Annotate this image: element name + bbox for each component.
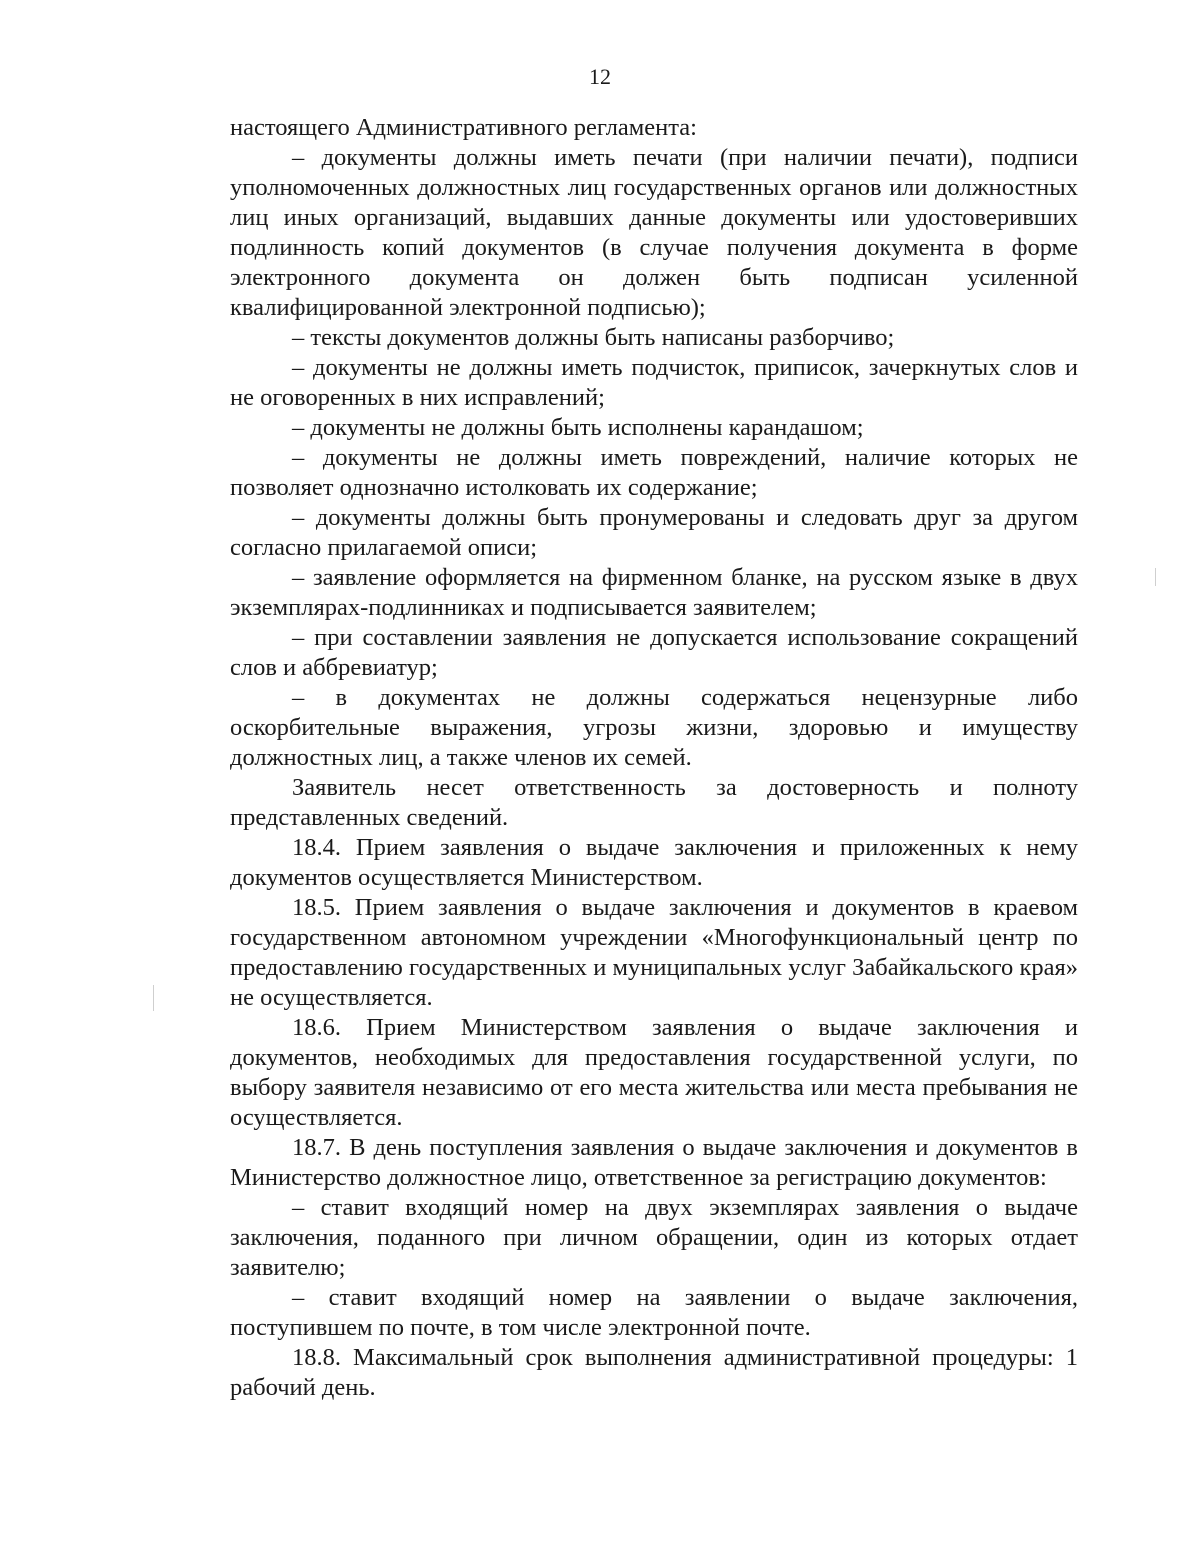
paragraph-applicant-responsibility: Заявитель несет ответственность за достоверность и полноту представленных сведений. (230, 774, 1078, 831)
paragraph-18-6: 18.6. Прием Министерством заявления о выдаче заключения и документов, необходимых для предоставления государственной услуги, по выбору заявителя независимо от его места жительства или места пребывания не осуществляется. (230, 1014, 1078, 1131)
paragraph-18-8: 18.8. Максимальный срок выполнения административной процедуры: 1 рабочий день. (230, 1344, 1078, 1401)
document-body (230, 113, 1078, 1403)
list-item-numbered: – документы должны быть пронумерованы и следовать друг за другом согласно прилагаемой описи; (230, 504, 1078, 561)
page-number: 12 (589, 64, 611, 89)
paragraph-18-5: 18.5. Прием заявления о выдаче заключения и документов в краевом государственном автономном учреждении «Многофункциональный центр по предоставлению государственных и муниципальных услуг Забайкальского края» не осуществляется. (230, 894, 1078, 1011)
list-item-personal-submission: – ставит входящий номер на двух экземплярах заявления о выдаче заключения, поданного при личном обращении, один из которых отдает заявителю; (230, 1194, 1078, 1281)
list-item-no-pencil: – документы не должны быть исполнены карандашом; (292, 414, 864, 441)
list-item-no-abbreviations: – при составлении заявления не допускается использование сокращений слов и аббревиатур; (230, 624, 1078, 681)
scan-margin-mark-right (1155, 568, 1156, 586)
paragraph-18-4: 18.4. Прием заявления о выдаче заключения и приложенных к нему документов осуществляется Министерством. (230, 834, 1078, 891)
scan-margin-mark-left (153, 985, 154, 1011)
list-item-seals-signatures: – документы должны иметь печати (при наличии печати), подписи уполномоченных должностных лиц государственных органов или должностных лиц иных организаций, выдавших данные документы или удостоверивших подлинность копий документов (в случае получения документа в форме электронного документа он должен быть подписан усиленной квалифицированной электронной подписью); (230, 144, 1078, 321)
list-item-legible-text: – тексты документов должны быть написаны разборчиво; (292, 324, 895, 351)
paragraph-18-7: 18.7. В день поступления заявления о выдаче заключения и документов в Министерство должностное лицо, ответственное за регистрацию документов: (230, 1134, 1078, 1191)
list-item-letterhead: – заявление оформляется на фирменном бланке, на русском языке в двух экземплярах-подлинниках и подписывается заявителем; (230, 564, 1078, 621)
list-item-no-damage: – документы не должны иметь повреждений, наличие которых не позволяет однозначно истолковать их содержание; (230, 444, 1078, 501)
list-item-no-erasures: – документы не должны иметь подчисток, приписок, зачеркнутых слов и не оговоренных в них исправлений; (230, 354, 1078, 411)
list-item-no-obscenities: – в документах не должны содержаться нецензурные либо оскорбительные выражения, угрозы жизни, здоровью и имуществу должностных лиц, а также членов их семей. (230, 684, 1078, 771)
paragraph-intro: настоящего Административного регламента: (230, 114, 697, 141)
list-item-mail-submission: – ставит входящий номер на заявлении о выдаче заключения, поступившем по почте, в том числе электронной почте. (230, 1284, 1078, 1341)
